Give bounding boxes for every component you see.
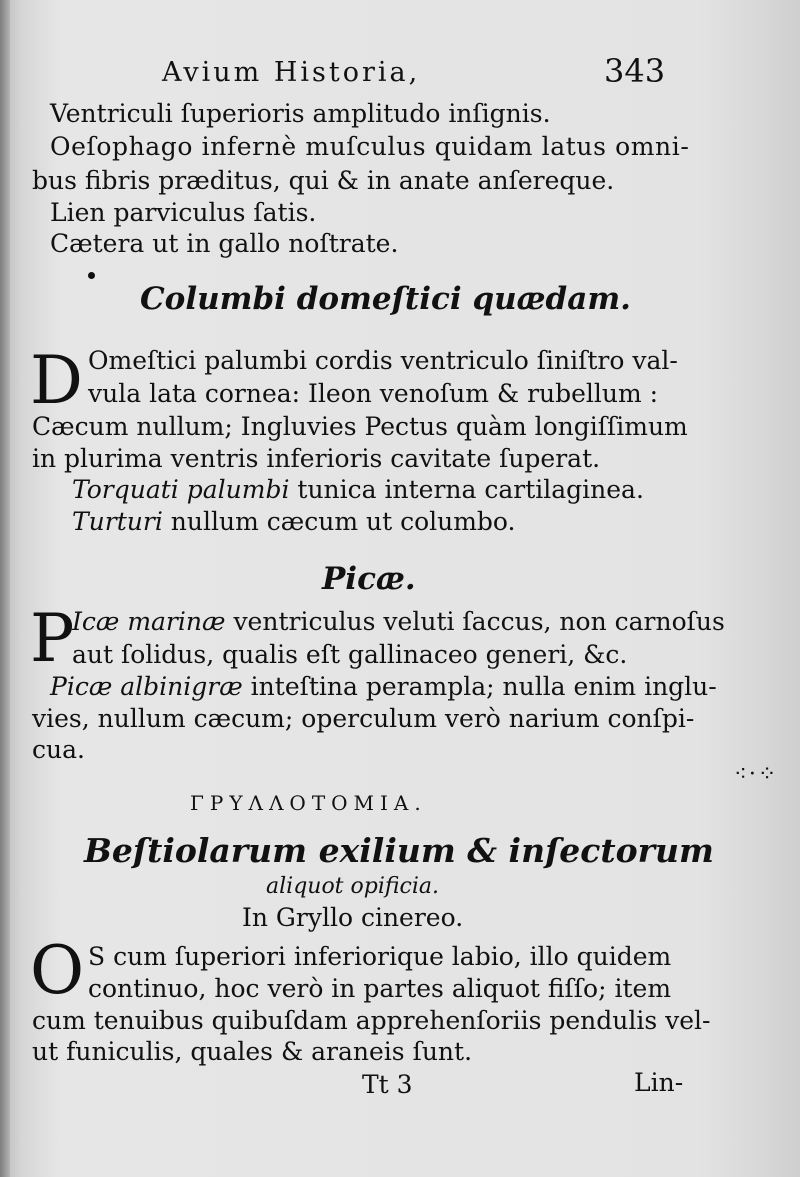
- text-line: cua.: [32, 735, 85, 764]
- drop-cap: D: [30, 342, 83, 419]
- text-line: [72, 507, 516, 537]
- text-line: Lien parviculus ſatis.: [50, 198, 317, 227]
- drop-cap: O: [30, 932, 85, 1009]
- subsection-title: In Gryllo cinereo.: [242, 903, 464, 932]
- section-heading: Beſtiolarum exilium & inſectorum: [84, 831, 714, 870]
- species-name: Picæ albinigræ: [50, 672, 243, 701]
- text-span: inteſtina perampla; nulla enim inglu-: [250, 672, 717, 701]
- page-number: 343: [604, 52, 666, 90]
- section-heading: Picæ.: [322, 561, 416, 597]
- section-subheading: aliquot opificia.: [266, 874, 440, 899]
- text-line: ut funiculis, quales & araneis ſunt.: [32, 1037, 473, 1066]
- species-name: Torquati palumbi: [72, 475, 290, 504]
- text-line: vula lata cornea: Ileon venoſum & rubellum :: [88, 379, 659, 408]
- text-line: [72, 607, 725, 637]
- text-line: bus fibris præditus, qui & in anate anſereque.: [32, 166, 615, 195]
- text-line: in plurima ventris inferioris cavitate ſuperat.: [32, 444, 601, 473]
- page-binding-shadow: [0, 0, 10, 1177]
- signature-mark: Tt 3: [362, 1070, 413, 1099]
- text-line: Cætera ut in gallo noſtrate.: [50, 229, 399, 258]
- text-line: cum tenuibus quibuſdam apprehenſoriis pendulis vel-: [32, 1006, 711, 1035]
- ink-dot: [88, 272, 95, 279]
- text-line: Cæcum nullum; Ingluvies Pectus quàm longiſſimum: [32, 412, 688, 441]
- drop-cap: P: [30, 600, 75, 677]
- margin-ink-marks: ⁖·⁘: [734, 762, 779, 787]
- text-line: aut ſolidus, qualis eſt gallinaceo generi, &c.: [72, 640, 628, 669]
- running-title: Avium Historia,: [162, 57, 421, 88]
- text-line: continuo, hoc verò in partes aliquot fiſſo; item: [88, 974, 672, 1003]
- text-line: Omeſtici palumbi cordis ventriculo ſiniſtro val-: [88, 346, 678, 375]
- species-name: Icæ marinæ: [72, 607, 226, 636]
- text-line: Ventriculi ſuperioris amplitudo inſignis.: [50, 99, 551, 128]
- text-span: ventriculus veluti ſaccus, non carnoſus: [233, 607, 725, 636]
- text-line: Oeſophago infernè muſculus quidam latus omni-: [50, 132, 690, 161]
- text-line: vies, nullum cæcum; operculum verò narium conſpi-: [32, 704, 695, 733]
- text-line: [50, 672, 717, 702]
- section-heading: Columbi domeſtici quædam.: [140, 281, 631, 317]
- species-name: Turturi: [72, 507, 163, 536]
- greek-title: ΓΡΥΛΛΟΤΟΜΙΑ.: [190, 791, 427, 815]
- text-span: tunica interna cartilaginea.: [297, 475, 644, 504]
- text-line: [72, 475, 644, 505]
- text-span: nullum cæcum ut columbo.: [170, 507, 516, 536]
- catchword: Lin-: [634, 1068, 684, 1097]
- text-line: S cum ſuperiori inferiorique labio, illo quidem: [88, 942, 672, 971]
